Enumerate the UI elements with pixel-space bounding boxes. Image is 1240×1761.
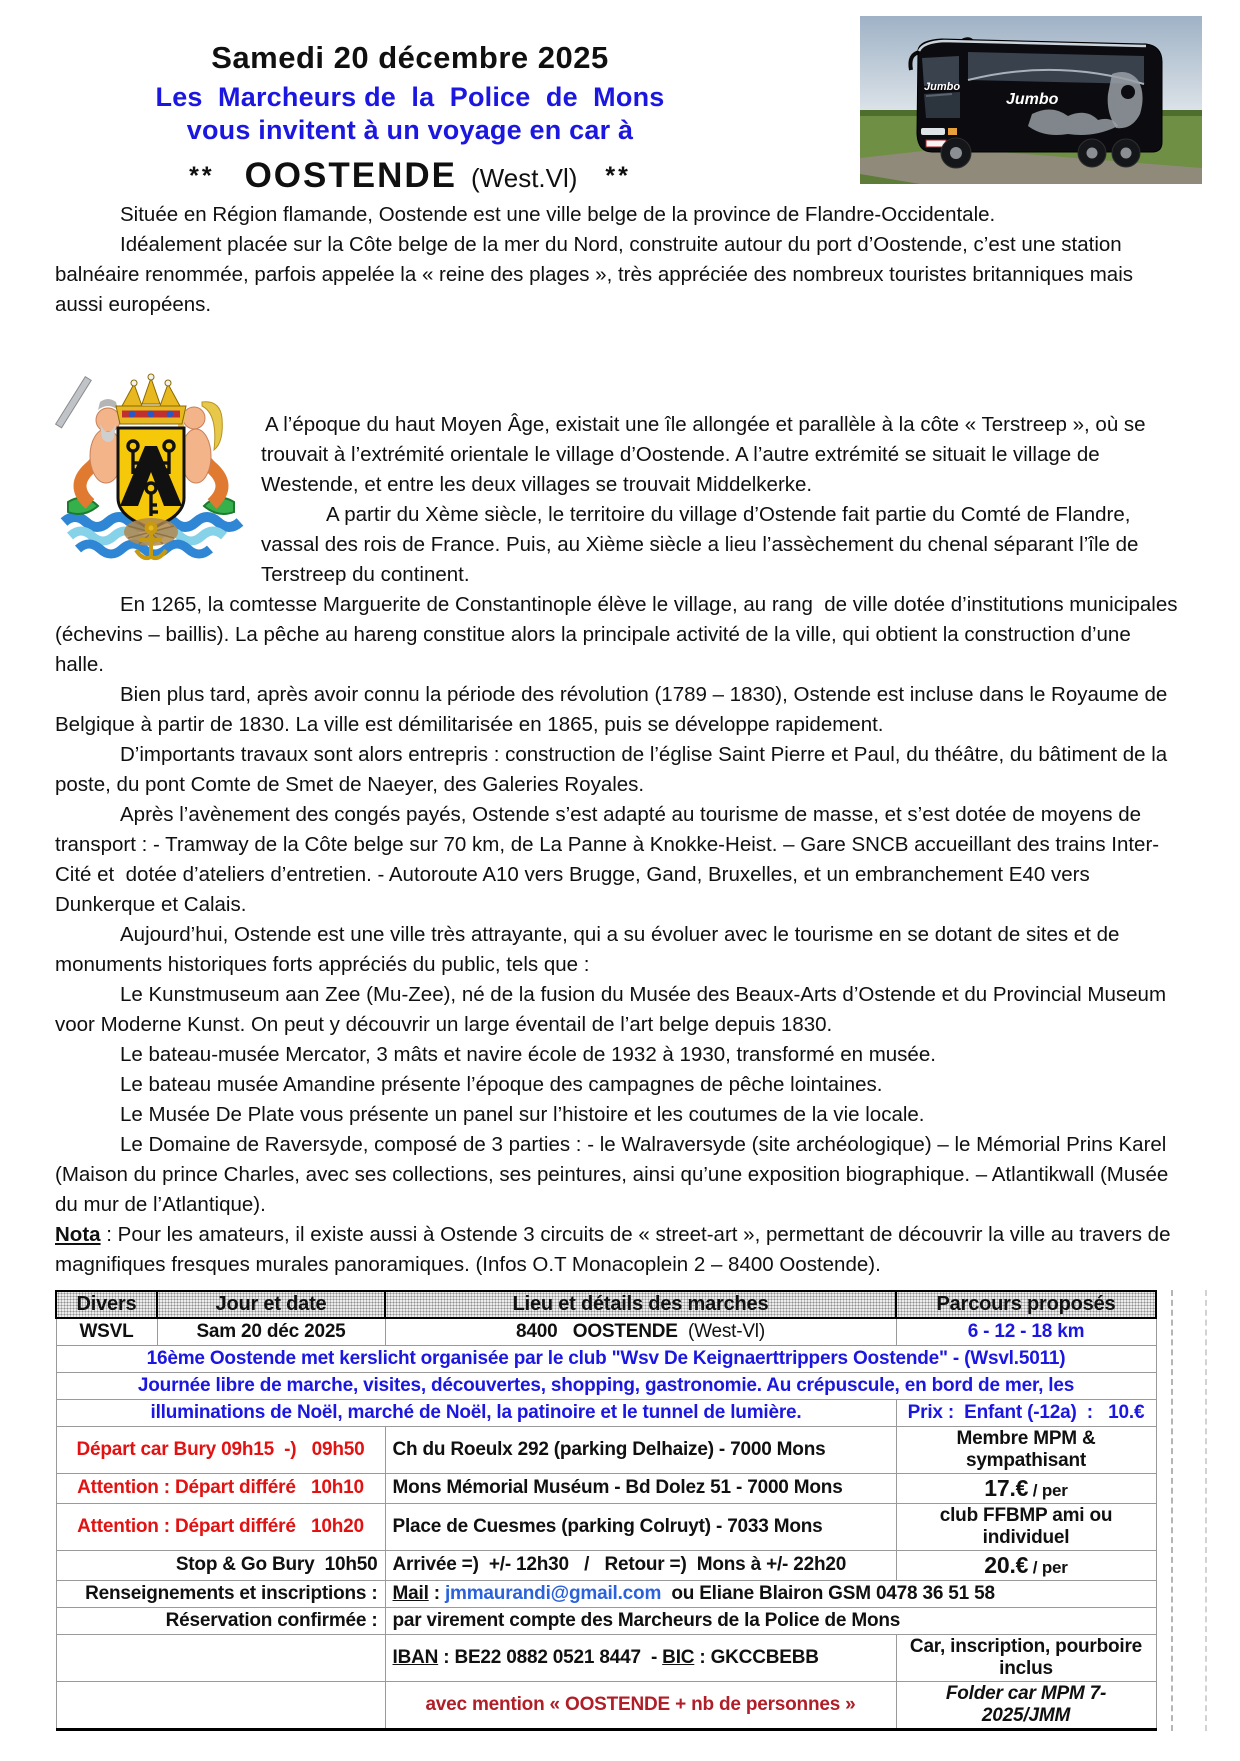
column-header: Lieu et détails des marches [385, 1291, 896, 1318]
paragraph: A l’époque du haut Moyen Âge, existait une île allongée et parallèle à la côte « Terstreep », où se trouvait à l’extrémité orientale le village d’Oostende. A l’autre extrémité se situait le village de Westende, et entre les deux villages se trouvait Middelkerke. [261, 413, 1152, 496]
paragraph: Aujourd’hui, Ostende est une ville très attrayante, qui a su évoluer avec le tourisme en se dotant de sites et de monuments historiques forts appréciés du public, tels que : [55, 923, 1126, 976]
trip-table [55, 1290, 1157, 1731]
table-cell: Attention : Départ différé 10h10 [56, 1473, 385, 1503]
header [55, 14, 1185, 195]
table-cell [56, 1634, 385, 1681]
column-header: Jour et date [157, 1291, 385, 1318]
table-cell: avec mention « OOSTENDE + nb de personnes » [385, 1681, 896, 1729]
table-cell [896, 1550, 1156, 1580]
bullet-paragraph: Le bateau-musée Mercator, 3 mâts et navire école de 1932 à 1930, transformé en musée. [120, 1043, 936, 1066]
table-cell: club FFBMP ami ou individuel [896, 1503, 1156, 1550]
header-titles [55, 14, 765, 196]
table-body [56, 1318, 1156, 1729]
destination-region: (West.Vl) [471, 163, 578, 193]
table-row [56, 1580, 1156, 1607]
destination-line [55, 156, 765, 196]
text-run: 8400 OOSTENDE [516, 1320, 678, 1342]
table-cell: par virement compte des Marcheurs de la Police de Mons [385, 1607, 1156, 1634]
table-row [56, 1607, 1156, 1634]
column-header: Parcours proposés [896, 1291, 1156, 1318]
text-run: : [428, 1582, 445, 1604]
text-run: Mail [392, 1582, 429, 1604]
table-cell: 16ème Oostende met kerslicht organisée par le club "Wsv De Keignaerttrippers Oostende" - (Wsvl.5011) [56, 1345, 1156, 1372]
email-link[interactable]: jmmaurandi@gmail.com [444, 1582, 662, 1604]
stars-left: ** [189, 162, 215, 190]
text-run: : GKCCBEBB [694, 1646, 819, 1668]
invite-line-1: Les Marcheurs de la Police de Mons [155, 82, 665, 112]
text-run: ou Eliane Blairon GSM 0478 36 51 58 [661, 1582, 995, 1604]
table-cell: Mons Mémorial Muséum - Bd Dolez 51 - 7000 Mons [385, 1473, 896, 1503]
text-run: BIC [662, 1646, 695, 1668]
table-cell: WSVL [56, 1318, 157, 1345]
paragraph: D’importants travaux sont alors entrepris : construction de l’église Saint Pierre et Paul, du théâtre, du bâtiment de la poste, du pont Comte de Smet de Naeyer, des Galeries Royales. [55, 743, 1173, 796]
text-run: 17.€ [984, 1474, 1029, 1501]
table-header-row [56, 1291, 1156, 1318]
table-cell: Départ car Bury 09h15 -) 09h50 [56, 1426, 385, 1473]
paragraph [55, 1220, 1185, 1280]
paragraph: A partir du Xème siècle, le territoire du village d’Ostende fait partie du Comté de Flandre, vassal des rois de France. Puis, au Xième siècle a lieu l’assèchement du chenal séparant l’île de Terstreep du continent. [261, 503, 1144, 586]
table-cell: Place de Cuesmes (parking Colruyt) - 7033 Mons [385, 1503, 896, 1550]
table-row [56, 1372, 1156, 1399]
text-run: 20.€ [984, 1551, 1029, 1578]
table-cell: Stop & Go Bury 10h50 [56, 1550, 385, 1580]
coat-of-arms-image [55, 352, 247, 564]
text-run: / per [1028, 1480, 1068, 1500]
trip-table-wrap [55, 1290, 1155, 1731]
destination-name: OOSTENDE [244, 156, 457, 195]
table-cell: Journée libre de marche, visites, découvertes, shopping, gastronomie. Au crépuscule, en bord de mer, les [56, 1372, 1156, 1399]
table-cell [56, 1681, 385, 1729]
table-row [56, 1503, 1156, 1550]
page-edge-dashed-guide [1205, 1290, 1207, 1731]
bus-brand-front: Jumbo [924, 81, 961, 93]
table-cell: Réservation confirmée : [56, 1607, 385, 1634]
table-row [56, 1345, 1156, 1372]
text-run: Nota [55, 1223, 101, 1246]
bus-brand-side: Jumbo [1006, 91, 1059, 108]
paragraph: En 1265, la comtesse Marguerite de Constantinople élève le village, au rang de ville dotée d’institutions municipales (échevins – baillis). La pêche au hareng constitue alors la principale activité de la ville, qui obtient la construction d’une halle. [55, 593, 1184, 676]
table-cell [385, 1634, 896, 1681]
body-paragraphs [55, 200, 1185, 1280]
table-cell: Renseignements et inscriptions : [56, 1580, 385, 1607]
table-cell: 6 - 12 - 18 km [896, 1318, 1156, 1345]
table-row [56, 1634, 1156, 1681]
bullet-paragraph: Le bateau musée Amandine présente l’époque des campagnes de pêche lointaines. [120, 1073, 883, 1096]
table-cell: Ch du Roeulx 292 (parking Delhaize) - 7000 Mons [385, 1426, 896, 1473]
table-row [56, 1681, 1156, 1729]
text-run: : Pour les amateurs, il existe aussi à Ostende 3 circuits de « street-art », permettant de découvrir la ville au travers de magnifiques fresques murales panoramiques. (Infos O.T Monacoplein 2 – 8400 Oostende). [55, 1223, 1177, 1276]
table-cell: illuminations de Noël, marché de Noël, la patinoire et le tunnel de lumière. [56, 1399, 896, 1426]
bus-photo [860, 16, 1202, 184]
page-margin-dashed-guide [1171, 1290, 1173, 1731]
table-cell: Prix : Enfant (-12a) : 10.€ [896, 1399, 1156, 1426]
paragraph: Située en Région flamande, Oostende est une ville belge de la province de Flandre-Occidentale. [120, 203, 996, 226]
table-row [56, 1426, 1156, 1473]
paragraph: Idéalement placée sur la Côte belge de la mer du Nord, construite autour du port d’Oostende, c’est une station balnéaire renommée, parfois appelée la « reine des plages », très appréciée des nombreux touristes britanniques mais aussi européens. [55, 233, 1139, 316]
text-run: / per [1028, 1557, 1068, 1577]
bullet-paragraph: Le Domaine de Raversyde, composé de 3 parties : - le Walraversyde (site archéologique) – le Mémorial Prins Karel (Maison du prince Charles, avec ses collections, ses peintures, ainsi qu’une exposition biographique. – Atlantikwall (Musée du mur de l’Atlantique). [55, 1133, 1174, 1216]
text-run: (West-Vl) [677, 1320, 765, 1342]
bullet-paragraph: Le Musée De Plate vous présente un panel sur l’histoire et les coutumes de la vie locale. [120, 1103, 925, 1126]
paragraph: Après l’avènement des congés payés, Ostende s’est adapté au tourisme de masse, et s’est dotée de moyens de transport : - Tramway de la Côte belge sur 70 km, de La Panne à Knokke-Heist. – Gare SNCB accueillant des trains Inter-Cité et dotée d’ateliers d’entretien. - Autoroute A10 vers Brugge, Gand, Bruxelles, et un embranchement E40 vers Dunkerque et Calais. [55, 803, 1160, 916]
table-cell: Attention : Départ différé 10h20 [56, 1503, 385, 1550]
text-run: IBAN [392, 1646, 439, 1668]
table-cell: Car, inscription, pourboire inclus [896, 1634, 1156, 1681]
table-row [56, 1399, 1156, 1426]
table-cell: Arrivée =) +/- 12h30 / Retour =) Mons à +/- 22h20 [385, 1550, 896, 1580]
table-row [56, 1473, 1156, 1503]
bullet-paragraph: Le Kunstmuseum aan Zee (Mu-Zee), né de la fusion du Musée des Beaux-Arts d’Ostende et du Provincial Museum voor Moderne Kunst. On peut y découvrir un large éventail de l’art belge depuis 1830. [55, 983, 1172, 1036]
table-cell [385, 1318, 896, 1345]
table-row [56, 1318, 1156, 1345]
event-date-title: Samedi 20 décembre 2025 [211, 40, 609, 75]
text-run: : BE22 0882 0521 8447 - [438, 1646, 663, 1668]
table-row [56, 1550, 1156, 1580]
paragraph: Bien plus tard, après avoir connu la période des révolution (1789 – 1830), Ostende est incluse dans le Royaume de Belgique à partir de 1830. La ville est démilitarisée en 1865, puis se développe rapidement. [55, 683, 1173, 736]
invite-line-2: vous invitent à un voyage en car à [186, 115, 634, 145]
table-cell [896, 1473, 1156, 1503]
table-cell: Folder car MPM 7-2025/JMM [896, 1681, 1156, 1729]
table-cell: Membre MPM & sympathisant [896, 1426, 1156, 1473]
table-cell: Sam 20 déc 2025 [157, 1318, 385, 1345]
table-cell [385, 1580, 1156, 1607]
column-header: Divers [56, 1291, 157, 1318]
stars-right: ** [605, 162, 631, 190]
